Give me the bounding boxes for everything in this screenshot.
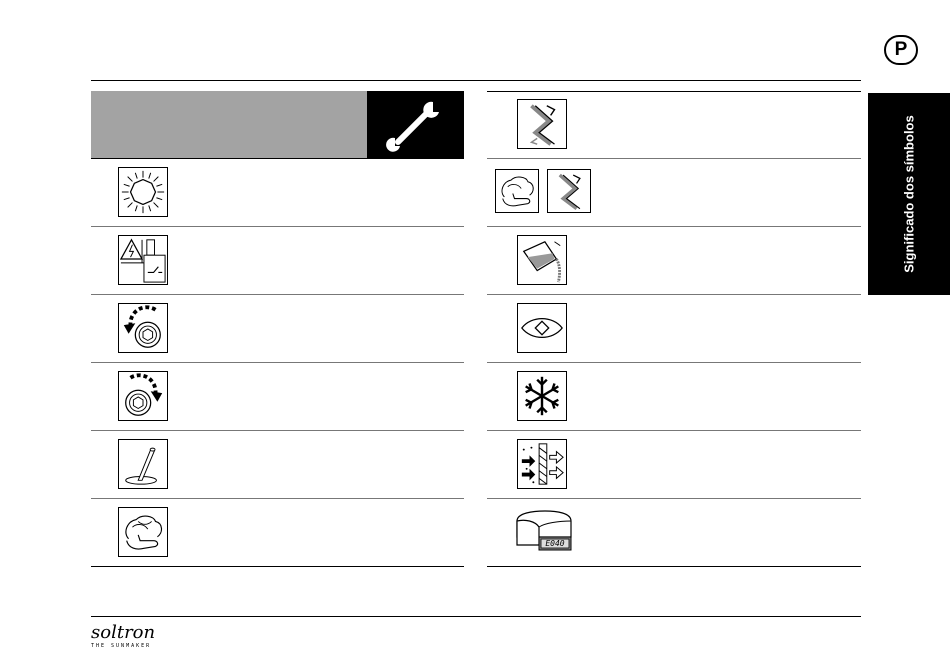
left-row-divider xyxy=(91,158,464,159)
logo-script: soltron xyxy=(91,622,156,643)
lamp-tube-change-icon xyxy=(517,99,567,149)
right-row-divider xyxy=(487,566,861,567)
filter-airflow-icon xyxy=(517,439,567,489)
logo-tagline: THE SUNMAKER xyxy=(91,643,152,649)
rotate-clockwise-bolt-icon xyxy=(118,371,168,421)
right-row-divider xyxy=(487,294,861,295)
sun-burst-icon xyxy=(118,167,168,217)
right-row-divider xyxy=(487,362,861,363)
inspect-eye-icon xyxy=(517,303,567,353)
left-row-divider xyxy=(91,226,464,227)
bottom-rule xyxy=(91,616,861,617)
left-row-divider xyxy=(91,294,464,295)
left-row-divider xyxy=(91,566,464,567)
rotate-counterclockwise-bolt-icon xyxy=(118,303,168,353)
right-row-divider xyxy=(487,226,861,227)
display-code: E040 xyxy=(545,539,565,548)
right-row-divider xyxy=(487,430,861,431)
wrench-icon xyxy=(367,91,464,158)
pour-liquid-icon xyxy=(517,235,567,285)
right-row-divider xyxy=(487,158,861,159)
side-tab-label: Significado dos símbolos xyxy=(901,115,917,273)
top-rule xyxy=(91,80,861,81)
right-row-divider xyxy=(487,498,861,499)
stand-lever-icon xyxy=(118,439,168,489)
display-error-icon xyxy=(513,507,575,553)
electrical-hazard-disconnect-icon xyxy=(118,235,168,285)
right-row-divider xyxy=(487,91,861,92)
cleaning-cloth-icon xyxy=(118,507,168,557)
clean-and-change-icon xyxy=(495,169,539,213)
section-header-bar xyxy=(91,91,367,158)
left-row-divider xyxy=(91,498,464,499)
maintenance-header-block xyxy=(367,91,464,158)
side-tab xyxy=(868,93,950,295)
lamp-tube-change-small-icon xyxy=(547,169,591,213)
left-row-divider xyxy=(91,430,464,431)
language-badge: P xyxy=(884,35,918,65)
left-row-divider xyxy=(91,362,464,363)
cooling-snowflake-icon xyxy=(517,371,567,421)
soltron-logo xyxy=(91,624,155,649)
